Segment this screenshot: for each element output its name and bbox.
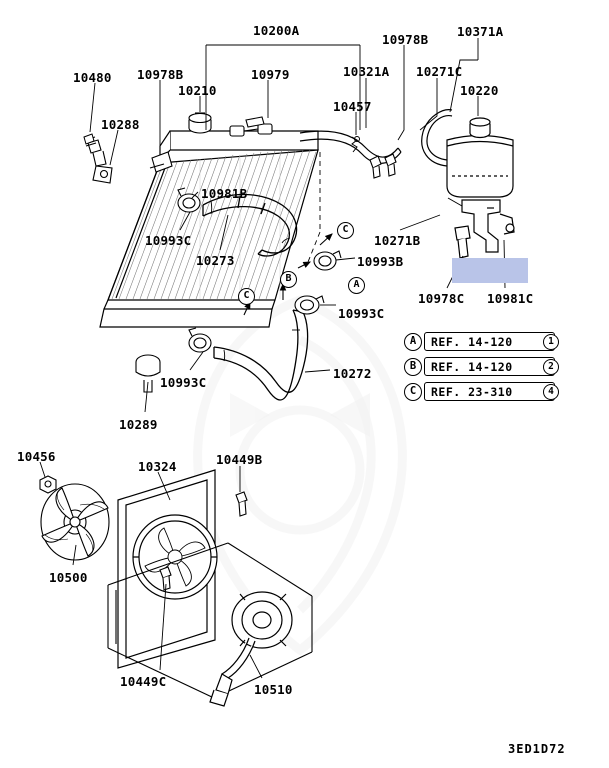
part-label-10510: 10510 xyxy=(254,682,293,697)
ref-mark-a: A xyxy=(404,333,422,351)
part-label-10981C: 10981C xyxy=(487,291,534,306)
part-label-10993B: 10993B xyxy=(357,254,404,269)
part-label-10271C: 10271C xyxy=(416,64,463,79)
part-label-10220: 10220 xyxy=(460,83,499,98)
part-label-10288: 10288 xyxy=(101,117,140,132)
ref-box-c[interactable]: REF. 23-310 xyxy=(424,382,555,401)
part-label-10993C-3: 10993C xyxy=(160,375,207,390)
ref-num-b: 2 xyxy=(543,359,559,375)
part-label-10981B: 10981B xyxy=(201,186,248,201)
part-label-10324: 10324 xyxy=(138,459,177,474)
part-label-10456: 10456 xyxy=(17,449,56,464)
part-label-10210: 10210 xyxy=(178,83,217,98)
part-label-10480: 10480 xyxy=(73,70,112,85)
diagram-code: 3ED1D72 xyxy=(508,742,566,756)
callout-b: B xyxy=(280,271,297,288)
part-label-10978B-top: 10978B xyxy=(382,32,429,47)
ref-num-a: 1 xyxy=(543,334,559,350)
ref-mark-c: C xyxy=(404,383,422,401)
callout-c-upper: C xyxy=(337,222,354,239)
part-label-10272: 10272 xyxy=(333,366,372,381)
callout-a: A xyxy=(348,277,365,294)
part-label-10289: 10289 xyxy=(119,417,158,432)
part-label-10978C: 10978C xyxy=(418,291,465,306)
part-label-10449C: 10449C xyxy=(120,674,167,689)
part-label-10200A: 10200A xyxy=(253,23,300,38)
part-label-10273: 10273 xyxy=(196,253,235,268)
part-label-10500: 10500 xyxy=(49,570,88,585)
ref-mark-b: B xyxy=(404,358,422,376)
part-label-10457: 10457 xyxy=(333,99,372,114)
part-label-10993C-2: 10993C xyxy=(338,306,385,321)
callout-c-lower: C xyxy=(238,288,255,305)
part-label-10321A: 10321A xyxy=(343,64,390,79)
part-label-10371A: 10371A xyxy=(457,24,504,39)
ref-num-c: 4 xyxy=(543,384,559,400)
highlight-region xyxy=(452,258,528,283)
part-label-10978B: 10978B xyxy=(137,67,184,82)
ref-box-a[interactable]: REF. 14-120 xyxy=(424,332,555,351)
part-label-10449B: 10449B xyxy=(216,452,263,467)
part-label-10979: 10979 xyxy=(251,67,290,82)
ref-box-b[interactable]: REF. 14-120 xyxy=(424,357,555,376)
part-label-10271B: 10271B xyxy=(374,233,421,248)
part-label-10993C-1: 10993C xyxy=(145,233,192,248)
